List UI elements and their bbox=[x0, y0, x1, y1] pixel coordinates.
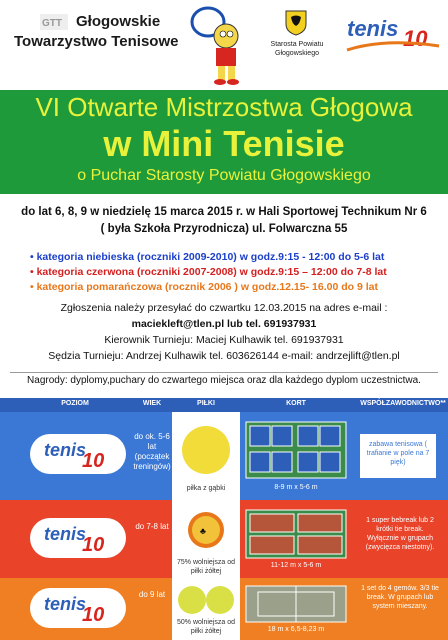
starosta-label: Starosta Powiatu Głogowskiego bbox=[270, 41, 324, 57]
table-row bbox=[0, 578, 448, 640]
header bbox=[0, 0, 448, 88]
awards-line: Nagrody: dyplomy,puchary do czwartego miejsca oraz dla każdego dyplom uczestnictwa. bbox=[27, 375, 421, 386]
table-row bbox=[0, 412, 448, 500]
place-line: ( była Szkoła Przyrodnicza) ul. Folwarczna 55 bbox=[100, 223, 348, 235]
court-cell bbox=[240, 582, 352, 640]
court-cell bbox=[240, 506, 352, 578]
table-row bbox=[0, 500, 448, 578]
contact-line1: Zgłoszenia należy przesyłać do czwartku 12.03.2015 na adres e-mail : bbox=[60, 302, 388, 314]
ball-label: 50% wolniejsza od piłki żółtej bbox=[177, 619, 235, 635]
ball-label: 75% wolniejsza od piłki żółtej bbox=[177, 559, 235, 575]
tennis-mascot-icon bbox=[180, 2, 250, 86]
club-name-line1: Głogowskie bbox=[76, 13, 161, 30]
orange-ball-icon bbox=[172, 500, 240, 558]
court-label: 11-12 m x 5-6 m bbox=[270, 562, 322, 569]
levels-table bbox=[0, 398, 448, 640]
tenis10-level-badge bbox=[30, 588, 126, 628]
tenis10-logo bbox=[345, 14, 441, 54]
ball-cell bbox=[172, 500, 240, 578]
header-poziom: POZIOM bbox=[61, 400, 89, 407]
ball-label: piłka z gąbki bbox=[186, 485, 226, 492]
svg-text:GTT: GTT bbox=[42, 18, 62, 29]
ball-cell bbox=[172, 578, 240, 640]
table-header bbox=[0, 398, 448, 412]
category-orange: • kategoria pomarańczowa (rocznik 2006 ) w godz.12.15- 16.00 do 9 lat bbox=[30, 281, 378, 293]
divider bbox=[10, 372, 438, 373]
tenis10-level-badge bbox=[30, 434, 126, 474]
tenis10-number: 10 bbox=[403, 26, 428, 51]
header-wiek: WIEK bbox=[142, 400, 162, 407]
svg-text:♣: ♣ bbox=[200, 526, 206, 536]
court-label: 8-9 m x 5-6 m bbox=[274, 484, 318, 491]
competition-text: 1 set do 4 gemów. 3/3 tie break. W grupach lub system mieszany. bbox=[361, 585, 439, 610]
contact-line2: maciekleft@tlen.pl lub tel. 691937931 bbox=[131, 318, 317, 330]
age-cell: do 9 lat bbox=[138, 590, 166, 599]
tenis10-swoosh-icon bbox=[345, 40, 441, 52]
age-cell: do 7-8 lat bbox=[135, 522, 169, 531]
header-wspolzawodnictwo: WSPÓŁZAWODNICTWO** bbox=[360, 400, 446, 407]
competition-text: 1 super bebreak lub 2 krótki tie break. Wyłącznie w grupach (zwycięzca niestotny). bbox=[365, 517, 435, 551]
tenis10-brand: tenis bbox=[347, 16, 399, 41]
date-line: do lat 6, 8, 9 w niedzielę 15 marca 2015 r. w Hali Sportowej Technikum Nr 6 bbox=[21, 206, 427, 218]
court-icon bbox=[240, 506, 352, 562]
club-name-line2: Towarzystwo Tenisowe bbox=[14, 33, 179, 50]
title-line1: VI Otwarte Mistrzostwa Głogowa bbox=[35, 92, 413, 122]
level-brand: tenis bbox=[44, 594, 87, 614]
green-ball-icon bbox=[172, 578, 240, 618]
club-name bbox=[14, 12, 178, 52]
level-number: 10 bbox=[82, 604, 105, 626]
level-number: 10 bbox=[82, 534, 105, 556]
category-red: • kategoria czerwona (roczniki 2007-2008) w godz.9:15 – 12:00 do 7-8 lat bbox=[30, 266, 387, 278]
level-number: 10 bbox=[82, 450, 105, 472]
title-line2: w Mini Tenisie bbox=[103, 123, 345, 164]
court-label: 18 m x 6,5-8,23 m bbox=[267, 626, 325, 633]
tenis10-level-badge bbox=[30, 518, 126, 558]
age-cell: do ok. 5-6 lat (początek treningów) bbox=[133, 432, 171, 471]
contact-line3: Kierownik Turnieju: Maciej Kulhawik tel. 691937931 bbox=[104, 334, 344, 346]
header-pilki: PIŁKI bbox=[197, 400, 215, 407]
header-kort: KORT bbox=[286, 400, 306, 407]
contact-line4: Sędzia Turnieju: Andrzej Kulhawik tel. 603626144 e-mail: andrzejlift@tlen.pl bbox=[48, 350, 400, 362]
starosta-crest-icon bbox=[285, 10, 307, 36]
foam-ball-icon bbox=[172, 412, 240, 482]
level-brand: tenis bbox=[44, 524, 87, 544]
court-icon bbox=[240, 582, 352, 624]
court-cell bbox=[240, 418, 352, 500]
category-blue: • kategoria niebieska (roczniki 2009-2010) w godz.9:15 - 12:00 do 5-6 lat bbox=[30, 251, 385, 263]
level-brand: tenis bbox=[44, 440, 87, 460]
title-line3: o Puchar Starosty Powiatu Głogowskiego bbox=[77, 167, 371, 184]
ball-cell bbox=[172, 412, 240, 500]
competition-cell bbox=[360, 434, 436, 478]
competition-text: zabawa tenisowa ( trafianie w pole na 7 pięk) bbox=[366, 441, 430, 466]
court-icon bbox=[240, 418, 352, 484]
